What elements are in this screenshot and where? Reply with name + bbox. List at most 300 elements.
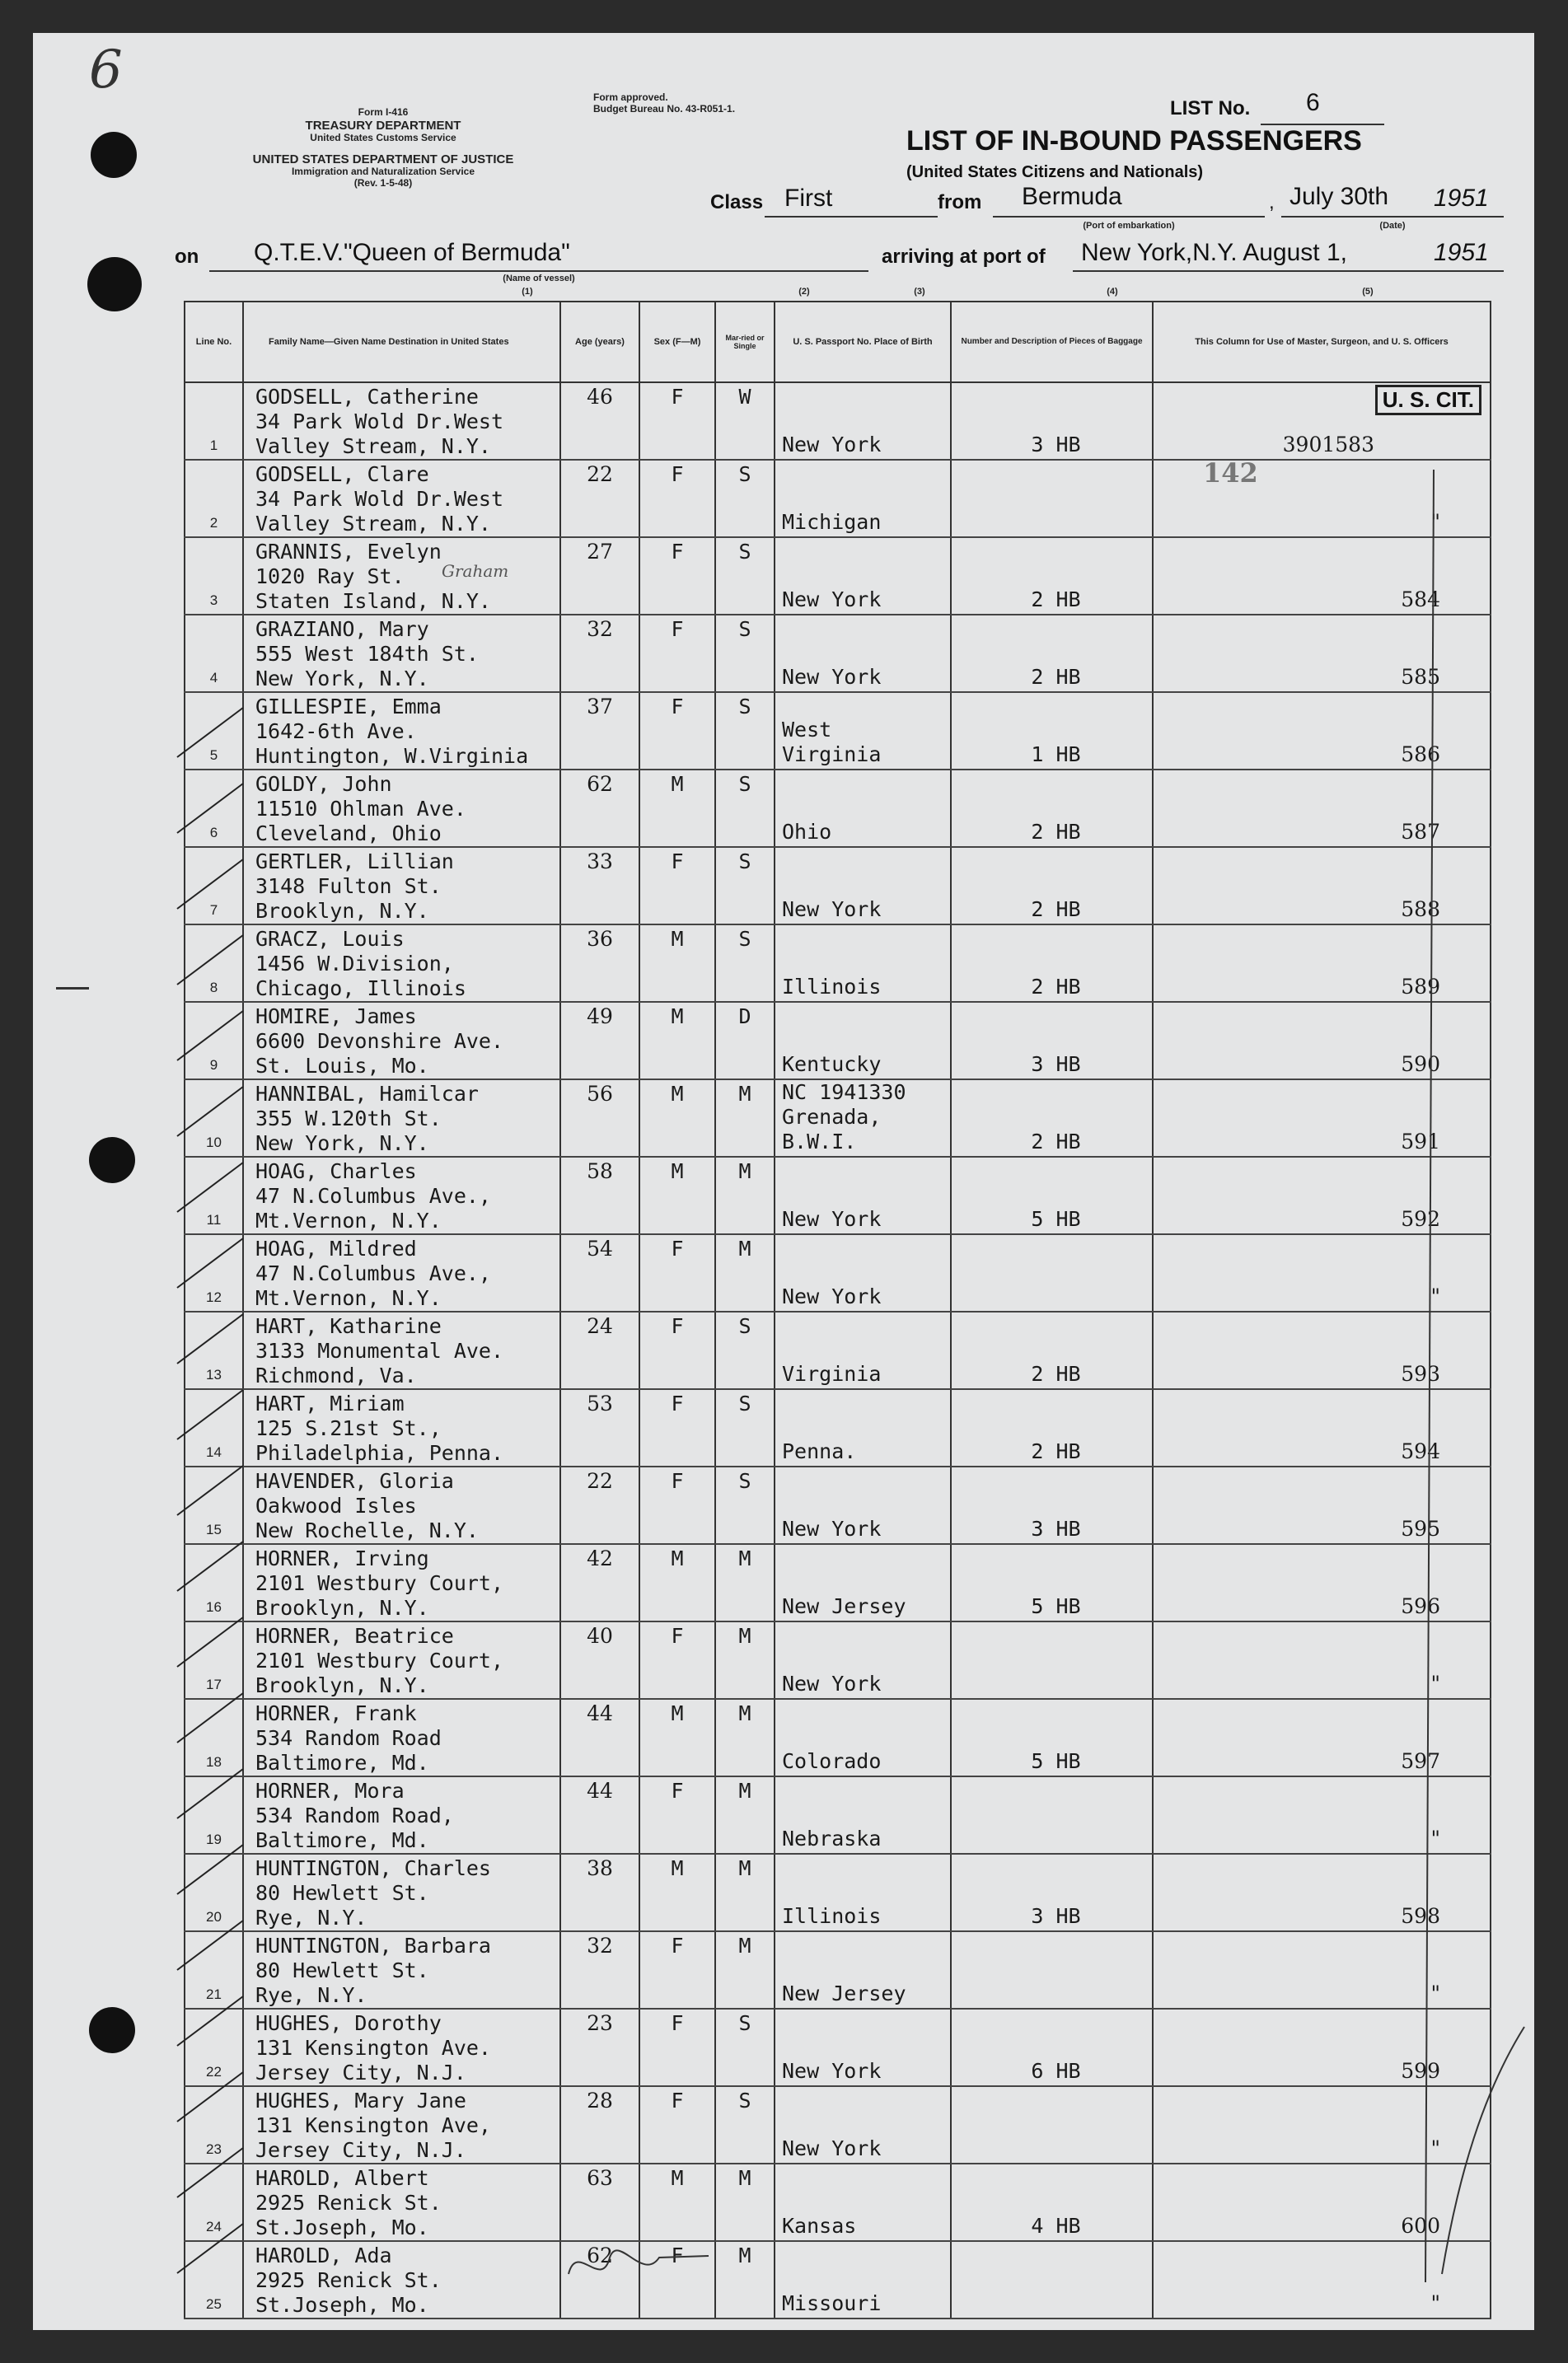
table-row — [185, 537, 1491, 615]
age-value: 38 — [587, 1856, 613, 1880]
address-line-2: Staten Island, N.Y. — [255, 589, 491, 613]
line-number: 5 — [209, 747, 218, 763]
col-married: Mar-ried or Single — [715, 302, 775, 382]
age-value: 44 — [587, 1779, 613, 1803]
line-number-cell — [185, 537, 243, 615]
col-passport: U. S. Passport No. Place of Birth — [775, 302, 951, 382]
line-number-cell — [185, 2164, 243, 2241]
form-approved: Form approved. — [593, 91, 668, 103]
name-cell — [243, 2009, 560, 2086]
marital-value: M — [738, 1237, 751, 1261]
line-number-cell — [185, 2241, 243, 2319]
marital-value: M — [738, 1934, 751, 1958]
age-cell — [560, 924, 639, 1002]
marital-cell — [715, 2241, 775, 2319]
table-row — [185, 924, 1491, 1002]
col-line-no: Line No. — [185, 302, 243, 382]
sex-value: F — [671, 540, 684, 564]
address-line-1: 1456 W.Division, — [255, 952, 454, 976]
baggage-cell — [951, 770, 1153, 847]
marital-cell — [715, 2009, 775, 2086]
table-row — [185, 1544, 1491, 1621]
sex-cell — [639, 460, 715, 537]
table-row — [185, 1234, 1491, 1312]
sex-cell — [639, 1234, 715, 1312]
officer-value: 593 — [1401, 1362, 1440, 1386]
birth-place: Illinois — [782, 1904, 882, 1928]
sex-value: F — [671, 462, 684, 486]
vessel-line — [209, 270, 868, 272]
col-baggage: Number and Description of Pieces of Baggage — [951, 302, 1153, 382]
baggage-value: 3 HB — [1031, 1904, 1081, 1928]
sex-cell — [639, 1157, 715, 1234]
birthplace-cell — [775, 460, 951, 537]
baggage-cell — [951, 1312, 1153, 1389]
from-label: from — [938, 191, 982, 213]
age-value: 44 — [587, 1701, 613, 1725]
baggage-cell — [951, 460, 1153, 537]
line-number-cell — [185, 847, 243, 924]
birthplace-cell — [775, 1854, 951, 1931]
officer-value: 588 — [1401, 897, 1440, 921]
address-line-2: New York, N.Y. — [255, 1131, 429, 1155]
revision: (Rev. 1-5-48) — [353, 176, 413, 189]
age-value: 28 — [587, 2089, 613, 2113]
line-number-cell — [185, 1776, 243, 1854]
marital-value: M — [738, 2244, 751, 2267]
officer-value: " — [1430, 2291, 1440, 2315]
sex-value: F — [671, 1779, 684, 1803]
address-line-2: Baltimore, Md. — [255, 1751, 429, 1775]
address-line-2: St.Joseph, Mo. — [255, 2216, 429, 2239]
sex-cell — [639, 537, 715, 615]
line-number: 7 — [209, 902, 218, 918]
marital-cell — [715, 1621, 775, 1699]
name-cell — [243, 1389, 560, 1467]
marital-value: S — [738, 462, 751, 486]
sex-value: F — [671, 695, 684, 718]
age-cell — [560, 2009, 639, 2086]
line-number-cell — [185, 1234, 243, 1312]
address-line-1: 47 N.Columbus Ave., — [255, 1184, 491, 1208]
address-line-1: 6600 Devonshire Ave. — [255, 1029, 504, 1053]
birth-place: Nebraska — [782, 1827, 882, 1851]
passenger-name: HAROLD, Ada — [255, 2244, 392, 2267]
line-number: 20 — [206, 1909, 222, 1925]
embark-caption: (Port of embarkation) — [1083, 221, 1175, 231]
passenger-name: HAVENDER, Gloria — [255, 1469, 454, 1493]
line-number: 10 — [206, 1135, 222, 1150]
line-number: 3 — [209, 592, 218, 608]
marital-value: S — [738, 617, 751, 641]
baggage-cell — [951, 1389, 1153, 1467]
port-value: New York,N.Y. August 1, — [1081, 239, 1347, 266]
baggage-cell — [951, 1544, 1153, 1621]
marital-cell — [715, 1699, 775, 1776]
age-value: 49 — [587, 1004, 613, 1028]
age-cell — [560, 1389, 639, 1467]
name-cell — [243, 1312, 560, 1389]
officer-value: 594 — [1401, 1439, 1440, 1463]
officer-cell — [1153, 615, 1491, 692]
baggage-cell — [951, 1776, 1153, 1854]
officer-value: 590 — [1401, 1052, 1440, 1076]
birth-place: New York — [782, 2136, 882, 2160]
age-cell — [560, 1467, 639, 1544]
birthplace-cell — [775, 615, 951, 692]
name-cell — [243, 1079, 560, 1157]
marital-cell — [715, 1854, 775, 1931]
baggage-cell — [951, 1157, 1153, 1234]
birthplace-cell — [775, 1002, 951, 1079]
name-cell — [243, 1002, 560, 1079]
address-line-2: Jersey City, N.J. — [255, 2138, 466, 2162]
name-cell — [243, 1621, 560, 1699]
sex-cell — [639, 2009, 715, 2086]
birthplace-cell — [775, 1467, 951, 1544]
marital-value: S — [738, 540, 751, 564]
marital-cell — [715, 1002, 775, 1079]
sex-cell — [639, 1389, 715, 1467]
birthplace-cell — [775, 1079, 951, 1157]
age-value: 22 — [587, 1469, 613, 1493]
sex-value: M — [671, 772, 684, 796]
approval-block — [593, 92, 857, 115]
baggage-cell — [951, 1079, 1153, 1157]
officer-value: " — [1430, 510, 1440, 534]
officer-value: 591 — [1401, 1130, 1440, 1153]
baggage-cell — [951, 1931, 1153, 2009]
baggage-value: 2 HB — [1031, 897, 1081, 921]
name-cell — [243, 382, 560, 460]
birth-place: New York — [782, 665, 882, 689]
officer-cell — [1153, 382, 1491, 460]
baggage-value: 6 HB — [1031, 2059, 1081, 2083]
address-line-2: Mt.Vernon, N.Y. — [255, 1286, 442, 1310]
address-line-1: 3148 Fulton St. — [255, 874, 442, 898]
line-number: 6 — [209, 825, 218, 840]
class-value: First — [784, 185, 833, 212]
baggage-value: 5 HB — [1031, 1207, 1081, 1231]
name-cell — [243, 1776, 560, 1854]
address-line-2: Rye, N.Y. — [255, 1983, 367, 2007]
marital-cell — [715, 1931, 775, 2009]
officer-value: 599 — [1401, 2059, 1440, 2083]
punch-hole — [87, 257, 142, 311]
baggage-value: 2 HB — [1031, 587, 1081, 611]
passenger-name: HANNIBAL, Hamilcar — [255, 1082, 479, 1106]
table-row — [185, 692, 1491, 770]
sex-cell — [639, 1312, 715, 1389]
birthplace-cell — [775, 1776, 951, 1854]
col-age: Age (years) — [560, 302, 639, 382]
baggage-value: 2 HB — [1031, 1362, 1081, 1386]
col-num-2: (2) — [798, 287, 810, 297]
baggage-cell — [951, 924, 1153, 1002]
officer-cell — [1153, 1234, 1491, 1312]
address-line-2: Cleveland, Ohio — [255, 821, 442, 845]
birth-place: New Jersey — [782, 1982, 906, 2005]
budget-bureau: Budget Bureau No. 43-R051-1. — [593, 102, 736, 115]
marital-cell — [715, 1157, 775, 1234]
age-cell — [560, 1002, 639, 1079]
birthplace-cell — [775, 692, 951, 770]
birthplace-cell — [775, 382, 951, 460]
baggage-cell — [951, 382, 1153, 460]
marital-cell — [715, 2086, 775, 2164]
age-cell — [560, 1079, 639, 1157]
sex-value: F — [671, 1314, 684, 1338]
birth-place: Penna. — [782, 1439, 857, 1463]
table-row — [185, 2164, 1491, 2241]
address-line-2: Valley Stream, N.Y. — [255, 434, 491, 458]
birth-place: New York — [782, 433, 882, 456]
passenger-name: HORNER, Frank — [255, 1701, 417, 1725]
officer-cell — [1153, 1079, 1491, 1157]
line-number-cell — [185, 692, 243, 770]
sex-cell — [639, 1079, 715, 1157]
name-cell — [243, 2164, 560, 2241]
baggage-cell — [951, 1699, 1153, 1776]
address-line-1: 355 W.120th St. — [255, 1107, 442, 1130]
line-number-cell — [185, 2009, 243, 2086]
passenger-name: HORNER, Mora — [255, 1779, 405, 1803]
list-no-label: LIST No. — [1170, 97, 1251, 119]
treasury-department: TREASURY DEPARTMENT — [305, 118, 461, 133]
line-number: 13 — [206, 1367, 222, 1383]
passenger-name: GERTLER, Lillian — [255, 849, 454, 873]
address-line-2: Baltimore, Md. — [255, 1828, 429, 1852]
line-number-cell — [185, 1931, 243, 2009]
officer-value: 584 — [1401, 587, 1440, 611]
sex-value: M — [671, 1546, 684, 1570]
officer-cell — [1153, 2164, 1491, 2241]
address-line-2: St. Louis, Mo. — [255, 1054, 429, 1078]
birth-place: New York — [782, 2059, 882, 2083]
passenger-name: HART, Katharine — [255, 1314, 442, 1338]
marital-value: M — [738, 2166, 751, 2190]
passenger-name: GRAZIANO, Mary — [255, 617, 429, 641]
officer-cell — [1153, 2086, 1491, 2164]
sex-value: F — [671, 617, 684, 641]
age-value: 22 — [587, 462, 613, 486]
marital-value: M — [738, 1546, 751, 1570]
age-value: 40 — [587, 1624, 613, 1648]
address-line-2: Valley Stream, N.Y. — [255, 512, 491, 536]
table-row — [185, 1157, 1491, 1234]
birth-place: Kentucky — [782, 1052, 882, 1076]
officer-value: 592 — [1401, 1207, 1440, 1231]
table-row — [185, 1699, 1491, 1776]
baggage-cell — [951, 847, 1153, 924]
marital-value: S — [738, 2089, 751, 2113]
table-row — [185, 1467, 1491, 1544]
birth-place: Illinois — [782, 975, 882, 999]
officer-cell — [1153, 1312, 1491, 1389]
name-cell — [243, 537, 560, 615]
line-number: 4 — [209, 670, 218, 686]
port-year: 1951 — [1434, 239, 1489, 266]
vessel-value: Q.T.E.V."Queen of Bermuda" — [254, 239, 570, 266]
passenger-name: HUGHES, Dorothy — [255, 2011, 442, 2035]
officer-cell — [1153, 1854, 1491, 1931]
birth-place: Missouri — [782, 2291, 882, 2315]
officer-cell — [1153, 1621, 1491, 1699]
us-cit-stamp: U. S. CIT. — [1375, 385, 1481, 415]
age-value: 32 — [587, 1934, 613, 1958]
baggage-cell — [951, 2009, 1153, 2086]
marital-cell — [715, 770, 775, 847]
name-cell — [243, 615, 560, 692]
address-line-1: 3133 Monumental Ave. — [255, 1339, 504, 1363]
age-cell — [560, 1854, 639, 1931]
birth-place: New Jersey — [782, 1594, 906, 1618]
age-value: 27 — [587, 540, 613, 564]
age-value: 24 — [587, 1314, 613, 1338]
baggage-cell — [951, 537, 1153, 615]
birthplace-cell — [775, 2086, 951, 2164]
line-number-cell — [185, 1002, 243, 1079]
officer-value: 595 — [1401, 1517, 1440, 1541]
marital-value: M — [738, 1856, 751, 1880]
birthplace-cell — [775, 1621, 951, 1699]
age-cell — [560, 2164, 639, 2241]
birthplace-cell — [775, 924, 951, 1002]
officer-cell — [1153, 1699, 1491, 1776]
birthplace-cell — [775, 1389, 951, 1467]
address-line-2: St.Joseph, Mo. — [255, 2293, 429, 2317]
table-row — [185, 770, 1491, 847]
sex-value: M — [671, 2166, 684, 2190]
address-line-1: 131 Kensington Ave. — [255, 2036, 491, 2060]
passenger-name: HAROLD, Albert — [255, 2166, 429, 2190]
age-cell — [560, 2086, 639, 2164]
table-row — [185, 1002, 1491, 1079]
customs-service: United States Customs Service — [310, 132, 456, 144]
birth-place-line-b: Grenada, — [782, 1105, 882, 1129]
marital-cell — [715, 1312, 775, 1389]
address-line-2: New Rochelle, N.Y. — [255, 1518, 479, 1542]
marital-cell — [715, 460, 775, 537]
passenger-name: HOAG, Charles — [255, 1159, 417, 1183]
sex-cell — [639, 1931, 715, 2009]
table-row — [185, 1312, 1491, 1389]
officer-cell — [1153, 537, 1491, 615]
line-number: 22 — [206, 2064, 222, 2080]
sex-value: M — [671, 1856, 684, 1880]
officer-value: 597 — [1401, 1749, 1440, 1773]
age-cell — [560, 1544, 639, 1621]
officer-cell — [1153, 1002, 1491, 1079]
address-line-1: Oakwood Isles — [255, 1494, 417, 1518]
table-row — [185, 460, 1491, 537]
table-row — [185, 382, 1491, 460]
sex-value: M — [671, 927, 684, 951]
baggage-value: 1 HB — [1031, 742, 1081, 766]
age-cell — [560, 847, 639, 924]
age-value: 23 — [587, 2011, 613, 2035]
baggage-value: 3 HB — [1031, 1517, 1081, 1541]
comma-1: , — [1269, 191, 1275, 213]
col-sex: Sex (F—M) — [639, 302, 715, 382]
marital-cell — [715, 1776, 775, 1854]
agency-block — [190, 107, 577, 190]
age-value: 53 — [587, 1392, 613, 1415]
name-cell — [243, 1931, 560, 2009]
age-cell — [560, 1157, 639, 1234]
handwritten-note: Graham — [442, 561, 509, 581]
table-row — [185, 615, 1491, 692]
line-number-cell — [185, 924, 243, 1002]
name-cell — [243, 1467, 560, 1544]
age-cell — [560, 1312, 639, 1389]
officer-value: " — [1430, 1982, 1440, 2005]
sex-value: F — [671, 849, 684, 873]
sex-value: F — [671, 2244, 684, 2267]
marital-value: D — [738, 1004, 751, 1028]
age-cell — [560, 615, 639, 692]
margin-dash — [56, 987, 89, 990]
marital-value: M — [738, 1779, 751, 1803]
sex-cell — [639, 1621, 715, 1699]
sex-cell — [639, 847, 715, 924]
age-value: 37 — [587, 695, 613, 718]
birth-place: Virginia — [782, 742, 882, 766]
col-num-3: (3) — [914, 287, 925, 297]
line-number-cell — [185, 1699, 243, 1776]
officer-cell — [1153, 692, 1491, 770]
form-number: Form I-416 — [358, 106, 409, 118]
address-line-1: 555 West 184th St. — [255, 642, 479, 666]
address-line-1: 34 Park Wold Dr.West — [255, 409, 504, 433]
officer-cell — [1153, 770, 1491, 847]
passenger-name: GILLESPIE, Emma — [255, 695, 442, 718]
table-row — [185, 1621, 1491, 1699]
marital-cell — [715, 847, 775, 924]
age-cell — [560, 1234, 639, 1312]
marital-value: S — [738, 1469, 751, 1493]
baggage-cell — [951, 2164, 1153, 2241]
age-cell — [560, 1776, 639, 1854]
passenger-name: HART, Miriam — [255, 1392, 405, 1415]
line-number: 8 — [209, 980, 218, 995]
line-number-cell — [185, 1079, 243, 1157]
sex-cell — [639, 2086, 715, 2164]
address-line-2: Chicago, Illinois — [255, 976, 466, 1000]
line-number-cell — [185, 382, 243, 460]
age-value: 46 — [587, 385, 613, 409]
passenger-name: HOAG, Mildred — [255, 1237, 417, 1261]
marital-value: M — [738, 1624, 751, 1648]
line-number: 18 — [206, 1754, 222, 1770]
age-cell — [560, 1621, 639, 1699]
pencil-number: 142 — [1203, 457, 1258, 489]
marital-value: W — [738, 385, 751, 409]
marital-value: S — [738, 849, 751, 873]
address-line-2: Rye, N.Y. — [255, 1906, 367, 1930]
name-cell — [243, 460, 560, 537]
name-cell — [243, 2241, 560, 2319]
age-cell — [560, 2241, 639, 2319]
birthplace-cell — [775, 1234, 951, 1312]
baggage-value: 2 HB — [1031, 820, 1081, 844]
address-line-2: Brooklyn, N.Y. — [255, 1596, 429, 1620]
marital-cell — [715, 1234, 775, 1312]
officer-cell — [1153, 1389, 1491, 1467]
table-row — [185, 1854, 1491, 1931]
marital-value: S — [738, 1314, 751, 1338]
passenger-name: HUNTINGTON, Barbara — [255, 1934, 491, 1958]
